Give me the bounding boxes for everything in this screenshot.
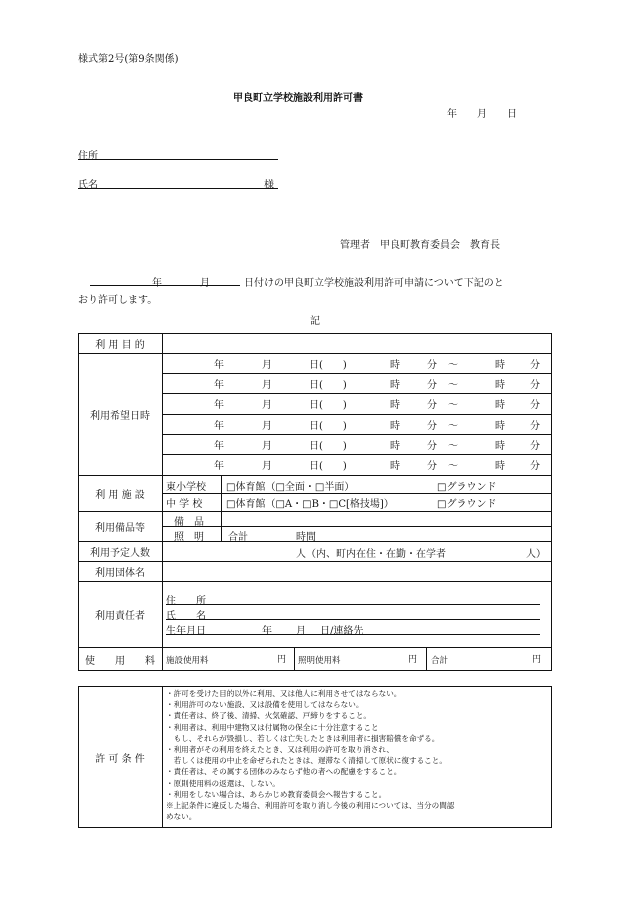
- honorific: 様: [264, 180, 274, 191]
- address-underline: [78, 159, 278, 160]
- condition-line: 若しくは使用の中止を命ぜられたときは、遅滞なく清掃して原状に復すること。: [166, 756, 447, 766]
- datetime-hour2: 時: [495, 461, 505, 472]
- group-name-label: 利用団体名: [95, 567, 145, 579]
- datetime-hour2: 時: [495, 380, 505, 391]
- datetime-month: 月: [262, 421, 272, 432]
- ki-mark: 記: [310, 316, 320, 327]
- datetime-hour: 時: [390, 380, 400, 391]
- fee-total: 合計: [431, 656, 449, 666]
- condition-line: もし、それらが毀損し、若しくは亡失したときは利用者に損害賠償を命ずる。: [166, 733, 440, 743]
- school-column-divider: [221, 475, 222, 511]
- middle-gym-options[interactable]: □体育館（□A・□B・□C[格技場]）: [226, 499, 394, 510]
- address-label: 住所: [78, 151, 98, 162]
- condition-line: めない。: [166, 812, 197, 822]
- middle-ground-option[interactable]: □グラウンド: [437, 499, 497, 510]
- resp-name-underline: [166, 619, 540, 620]
- resp-birth-underline: [166, 634, 540, 635]
- datetime-tilde: ～: [448, 461, 458, 472]
- datetime-minute: 分: [427, 380, 437, 391]
- datetime-hour2: 時: [495, 400, 505, 411]
- name-underline: [78, 188, 278, 189]
- condition-line: ・利用をしない場合は、あらかじめ教育委員会へ報告すること。: [166, 789, 387, 799]
- datetime-tilde: ～: [448, 441, 458, 452]
- form-number: 様式第2号(第9条関係): [78, 54, 179, 65]
- datetime-tilde: ～: [448, 421, 458, 432]
- condition-line: ・利用者がその利用を終えたとき、又は利用の許可を取り消され、: [166, 745, 394, 754]
- fee-divider: [294, 647, 295, 671]
- expected-people-label: 利用予定人数: [90, 547, 150, 559]
- datetime-day: 日( ): [309, 400, 347, 411]
- datetime-minute: 分: [427, 461, 437, 472]
- datetime-year: 年: [214, 360, 224, 371]
- lighting-total: 合計: [228, 532, 248, 543]
- intro-line2: おり許可します。: [78, 295, 158, 306]
- condition-line: ・責任者は、その属する団体のみならず他の者への配慮をすること。: [166, 767, 402, 777]
- datetime-hour2: 時: [495, 421, 505, 432]
- resp-birth: 生年月日: [166, 626, 206, 637]
- datetime-month: 月: [262, 441, 272, 452]
- east-ground-option[interactable]: □グラウンド: [437, 482, 497, 493]
- resp-day-contact: 日/連絡先: [320, 626, 364, 637]
- datetime-hour: 時: [390, 360, 400, 371]
- condition-line: ・利用許可のない施設、又は設備を使用してはならない。: [166, 700, 364, 710]
- datetime-month: 月: [262, 461, 272, 472]
- conditions-divider: [162, 686, 163, 828]
- datetime-minute: 分: [427, 441, 437, 452]
- resp-address-underline: [166, 604, 540, 605]
- row-line: [162, 454, 552, 455]
- datetime-minute2: 分: [530, 360, 540, 371]
- row-line: [162, 414, 552, 415]
- application-date-underline: [90, 285, 240, 286]
- condition-line: ・許可を受けた目的以外に利用、又は他人に利用させてはならない。: [166, 689, 402, 698]
- issuer: 管理者 甲良町教育委員会 教育長: [340, 240, 500, 251]
- fee-facility-unit: 円: [277, 655, 287, 665]
- fee-facility: 施設使用料: [166, 656, 209, 666]
- label-column-divider: [162, 333, 163, 671]
- east-gym-options[interactable]: □体育館（□全面・□半面）: [226, 482, 355, 493]
- datetime-day: 日( ): [309, 461, 347, 472]
- datetime-hour2: 時: [495, 441, 505, 452]
- datetime-hour: 時: [390, 421, 400, 432]
- datetime-year: 年: [214, 441, 224, 452]
- intro-month: 月: [200, 278, 210, 289]
- datetime-minute: 分: [427, 421, 437, 432]
- datetime-minute2: 分: [530, 400, 540, 411]
- datetime-label: 利用希望日時: [90, 410, 150, 422]
- datetime-day: 日( ): [309, 380, 347, 391]
- resp-address: 住 所: [166, 596, 206, 607]
- name-label: 氏名: [78, 180, 98, 191]
- row-line: [162, 373, 552, 374]
- fee-total-unit: 円: [532, 655, 542, 665]
- conditions-label: 許 可 条 件: [95, 753, 145, 765]
- people-end: 人）: [526, 549, 546, 560]
- datetime-tilde: ～: [448, 380, 458, 391]
- equipment-label: 利用備品等: [95, 522, 145, 534]
- equipment-item: 備 品: [174, 517, 204, 528]
- datetime-month: 月: [262, 400, 272, 411]
- datetime-day: 日( ): [309, 421, 347, 432]
- datetime-day: 日( ): [309, 360, 347, 371]
- datetime-year: 年: [214, 421, 224, 432]
- datetime-hour2: 時: [495, 360, 505, 371]
- fee-divider: [426, 647, 427, 671]
- datetime-month: 月: [262, 360, 272, 371]
- resp-name: 氏 名: [166, 611, 206, 622]
- fee-label: 使 用 料: [85, 655, 155, 667]
- resp-year: 年: [262, 626, 272, 637]
- datetime-minute2: 分: [530, 461, 540, 472]
- condition-line: ・利用者は、利用中建物又は付属物の保全に十分注意すること: [166, 722, 379, 732]
- document-title: 甲良町立学校施設利用許可書: [233, 93, 363, 104]
- condition-line: ・原則使用料の返還は、しない。: [166, 778, 280, 788]
- lighting-hours: 時間: [296, 532, 316, 543]
- datetime-month: 月: [262, 380, 272, 391]
- datetime-minute2: 分: [530, 380, 540, 391]
- intro-line1: 日付けの甲良町立学校施設利用許可申請について下記のと: [244, 278, 504, 289]
- datetime-year: 年: [214, 400, 224, 411]
- facility-label: 利 用 施 設: [95, 489, 145, 501]
- issue-date: 年 月 日: [447, 109, 517, 120]
- condition-line: ・責任者は、終了後、清掃、火気確認、戸締りをすること。: [166, 711, 372, 721]
- datetime-hour: 時: [390, 400, 400, 411]
- condition-line: ※上記条件に違反した場合、利用許可を取り消し今後の利用については、当分の間認: [166, 801, 455, 810]
- datetime-minute2: 分: [530, 421, 540, 432]
- datetime-minute2: 分: [530, 441, 540, 452]
- row-line: [162, 393, 552, 394]
- resp-month: 月: [296, 626, 306, 637]
- east-school: 東小学校: [166, 482, 206, 493]
- datetime-minute: 分: [427, 360, 437, 371]
- datetime-day: 日( ): [309, 441, 347, 452]
- datetime-hour: 時: [390, 461, 400, 472]
- datetime-year: 年: [214, 380, 224, 391]
- fee-lighting: 照明使用料: [298, 656, 341, 666]
- datetime-tilde: ～: [448, 400, 458, 411]
- people-text: 人（内、町内在住・在勤・在学者: [296, 549, 446, 560]
- purpose-label: 利 用 目 的: [95, 339, 145, 351]
- datetime-hour: 時: [390, 441, 400, 452]
- intro-year: 年: [152, 278, 162, 289]
- lighting-item: 照 明: [174, 532, 204, 543]
- fee-lighting-unit: 円: [408, 655, 418, 665]
- datetime-year: 年: [214, 461, 224, 472]
- equipment-column-divider: [221, 511, 222, 541]
- responsible-label: 利用責任者: [95, 610, 145, 622]
- row-line: [162, 434, 552, 435]
- middle-school: 中 学 校: [166, 499, 203, 510]
- datetime-minute: 分: [427, 400, 437, 411]
- datetime-tilde: ～: [448, 360, 458, 371]
